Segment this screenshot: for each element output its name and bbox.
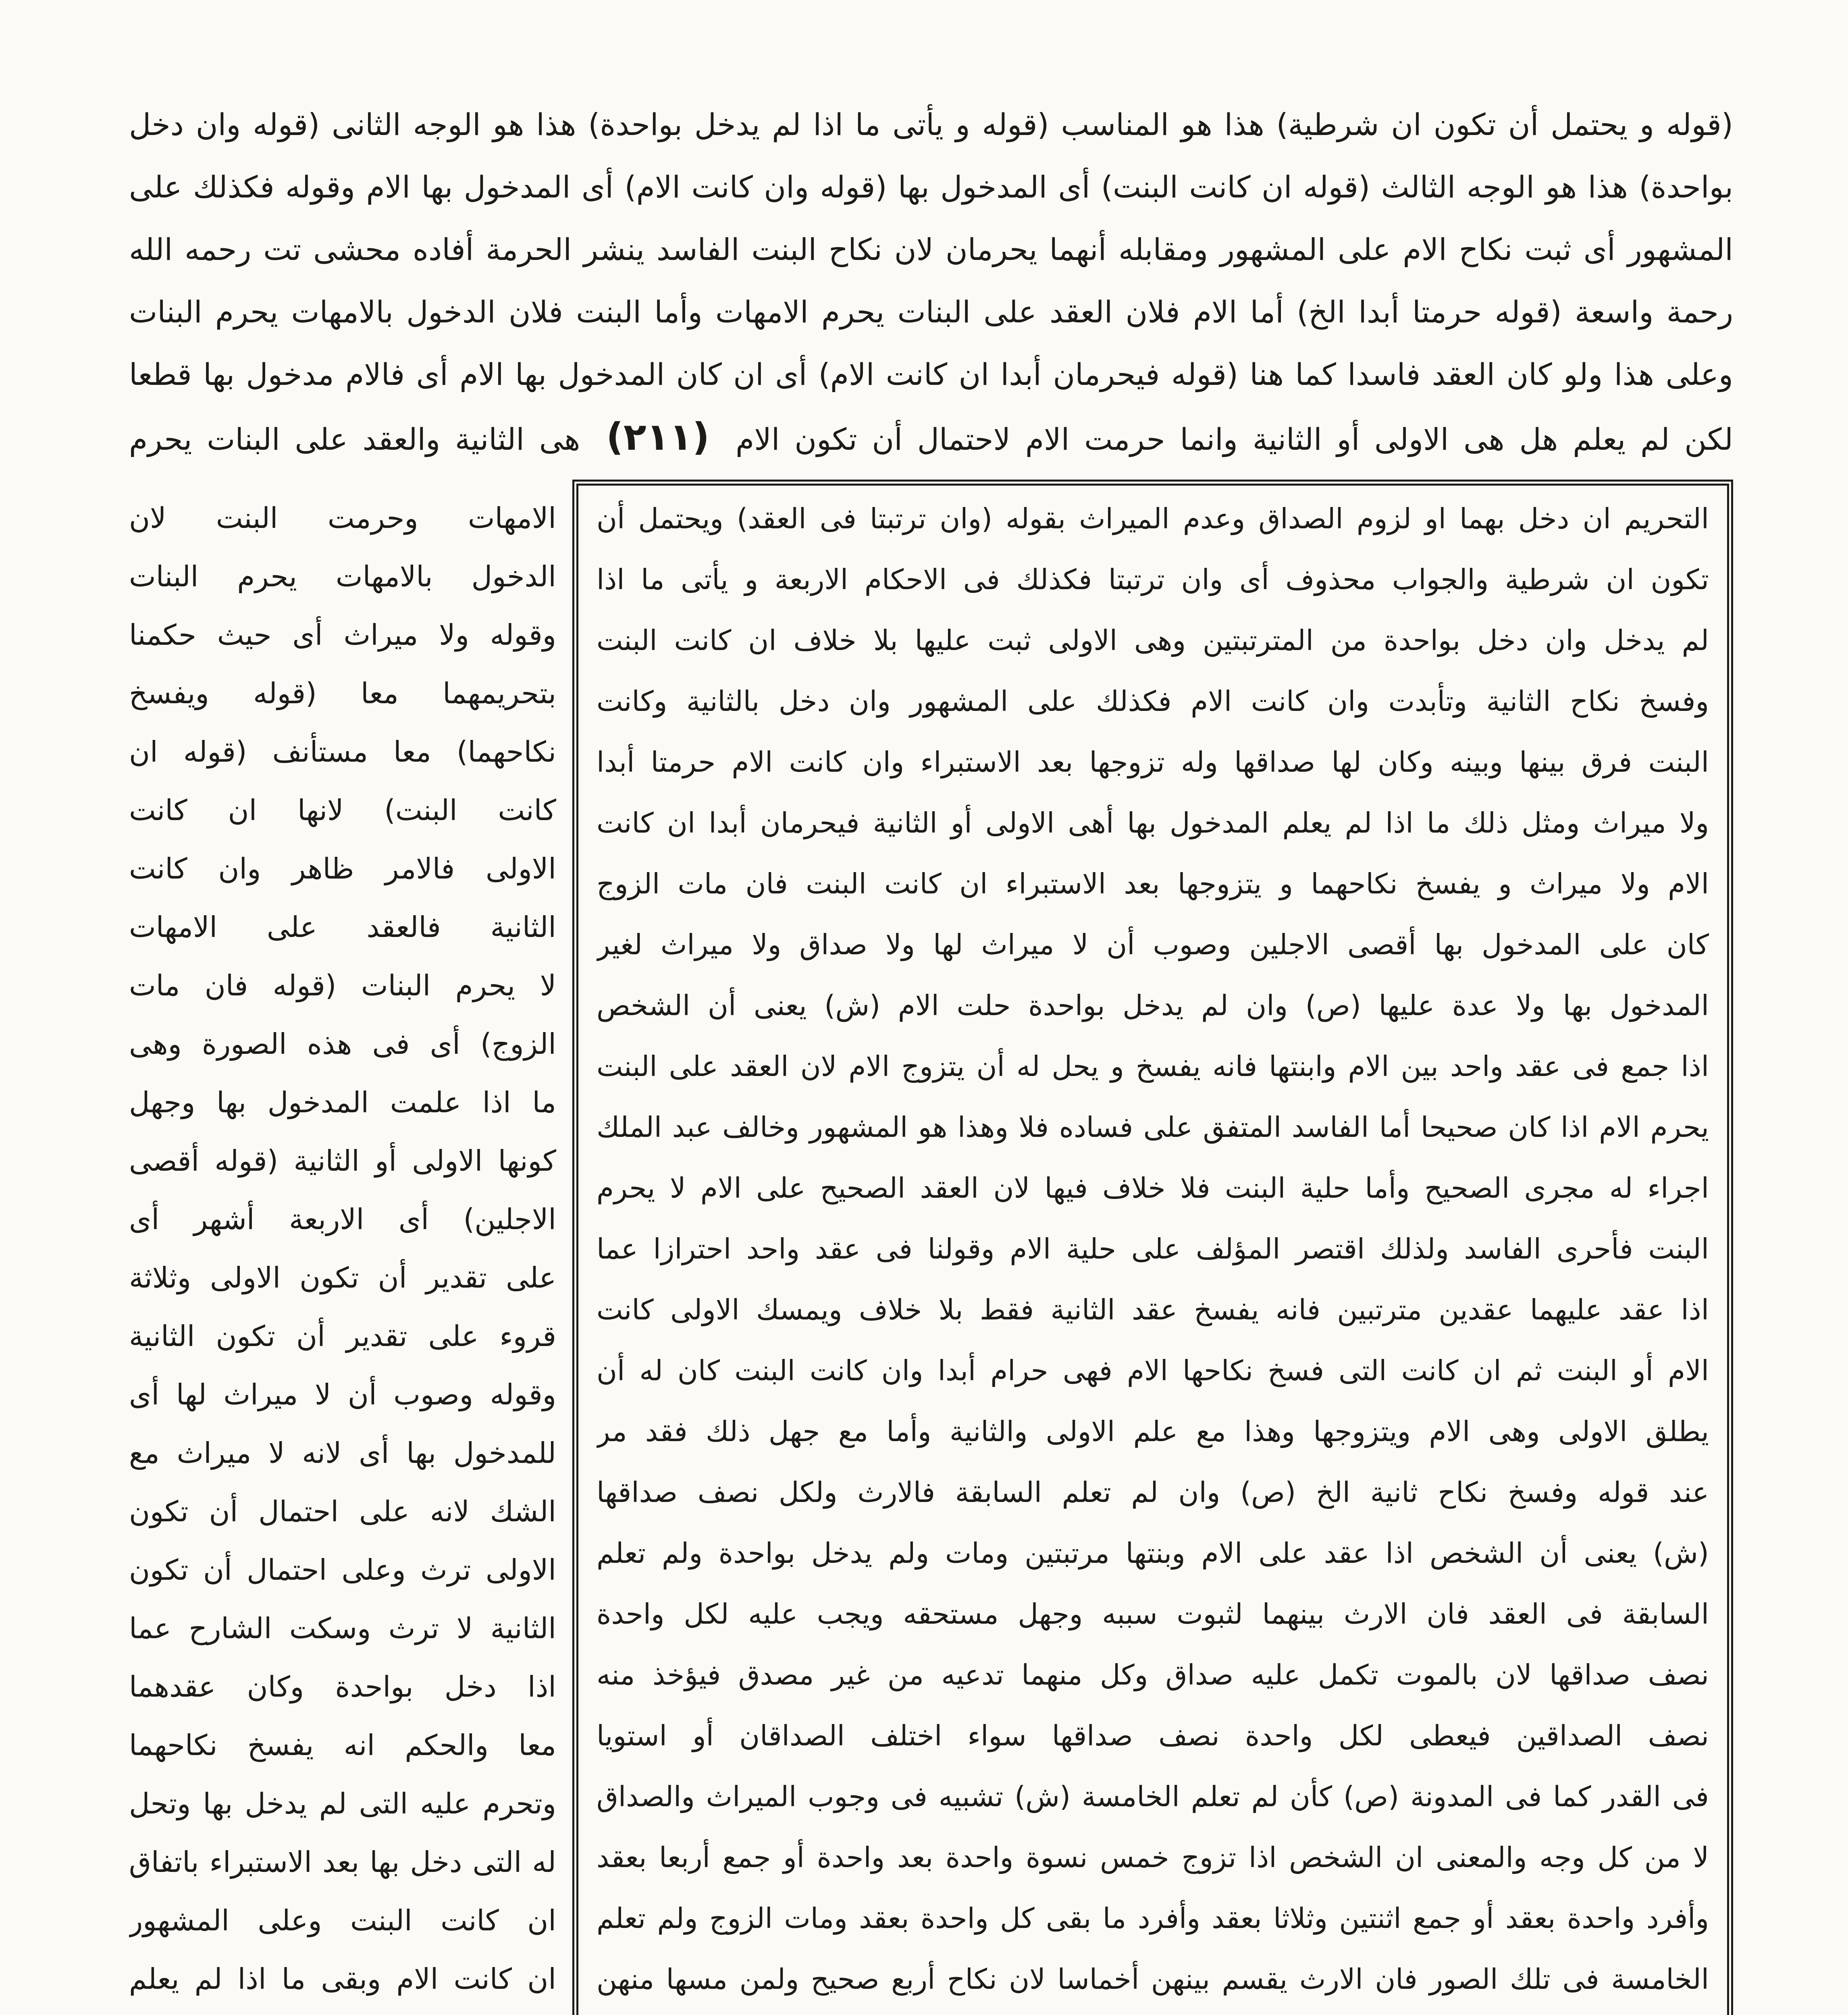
main-text-line: وفسخ نكاح الثانية وتأبدت وان كانت الام فكذلك على المشهور وان دخل بالثانية وكانت <box>597 686 1709 718</box>
margin-commentary-line: قروء على تقدير أن تكون الثانية <box>129 1319 556 1353</box>
main-text-line: اذا جمع فى عقد واحد بين الام وابنتها فانه يفسخ و يحل له أن يتزوج الام لان العقد على البنت <box>597 1051 1709 1083</box>
main-text-line: ولا ميراث ومثل ذلك ما اذا لم يعلم المدخول بها أهى الاولى أو الثانية فيحرمان أبدا ان كانت <box>597 807 1709 839</box>
main-text-line: فى القدر كما فى المدونة (ص) كأن لم تعلم الخامسة (ش) تشبيه فى وجوب الميراث والصداق <box>597 1781 1709 1813</box>
margin-commentary-line: معا والحكم انه يفسخ نكاحهما <box>129 1728 556 1762</box>
main-text-line: لم يدخل وان دخل بواحدة من المترتبتين وهى الاولى ثبت عليها بلا خلاف ان كانت البنت <box>597 625 1709 657</box>
main-text-line: نصف الصداقين فيعطى لكل واحدة نصف صداقها سواء اختلف الصداقان أو استويا <box>597 1720 1709 1752</box>
main-text-line: كان على المدخول بها أقصى الاجلين وصوب أن لا ميراث لها ولا صداق ولا ميراث لغير <box>597 929 1709 961</box>
margin-commentary-line: للمدخول بها أى لانه لا ميراث مع <box>129 1436 556 1470</box>
main-text-line: لا من كل وجه والمعنى ان الشخص اذا تزوج خمس نسوة واحدة بعد واحدة أو جمع أربعا بعقد <box>597 1842 1709 1874</box>
margin-commentary-line: وتحرم عليه التى لم يدخل بها وتحل <box>129 1787 556 1820</box>
main-text-line: (ش) يعنى أن الشخص اذا عقد على الام وبنتها مرتبتين ومات ولم يدخل بواحدة ولم تعلم <box>597 1537 1709 1570</box>
main-text-line: اذا عقد عليهما عقدين مترتبين فانه يفسخ عقد الثانية فقط بلا خلاف ويمسك الاولى كانت <box>597 1294 1709 1326</box>
margin-commentary-line: كونها الاولى أو الثانية (قوله أقصى <box>129 1144 556 1178</box>
margin-commentary-line <box>129 2008 556 2015</box>
margin-commentary-line: وقوله وصوب أن لا ميراث لها أى <box>129 1378 556 1411</box>
main-text <box>597 489 1709 2015</box>
margin-commentary-line: كانت البنت) لانها ان كانت <box>129 794 556 827</box>
margin-commentary-line: ما اذا علمت المدخول بها وجهل <box>129 1086 556 1119</box>
main-text-line <box>597 2010 1709 2015</box>
main-text-line: المدخول بها ولا عدة عليها (ص) وان لم يدخل بواحدة حلت الام (ش) يعنى أن الشخص <box>597 990 1709 1022</box>
main-text-line: الام أو البنت ثم ان كانت التى فسخ نكاحها الام فهى حرام أبدا وان كانت البنت كان له أن <box>597 1355 1709 1387</box>
margin-commentary-line: الاولى فالامر ظاهر وان كانت <box>129 852 556 885</box>
line-text-after-page-number: هى الثانية والعقد على البنات يحرم <box>129 422 580 457</box>
margin-commentary-line: على تقدير أن تكون الاولى وثلاثة <box>129 1261 556 1294</box>
main-text-line: التحريم ان دخل بهما او لزوم الصداق وعدم الميراث بقوله (وان ترتبتا فى العقد) ويحتمل أن <box>597 503 1709 535</box>
main-text-line: الخامسة فى تلك الصور فان الارث يقسم بينهن أخماسا لان نكاح أربع صحيح ولمن مسها منهن <box>597 1963 1709 1996</box>
page-number: (٢١١) <box>606 415 710 459</box>
margin-commentary-line: له التى دخل بها بعد الاستبراء باتفاق <box>129 1845 556 1879</box>
main-text-line: الام ولا ميراث و يفسخ نكاحهما و يتزوجها بعد الاستبراء ان كانت البنت فان مات الزوج <box>597 868 1709 900</box>
main-text-line: نصف صداقها لان بالموت تكمل عليه صداق وكل منهما تدعيه من غير مصدق فيؤخذ منه <box>597 1659 1709 1691</box>
margin-commentary-line: ان كانت الام وبقى ما اذا لم يعلم <box>129 1962 556 1996</box>
margin-commentary-line: نكاحهما) معا مستأنف (قوله ان <box>129 735 556 769</box>
main-text-line: البنت فرق بينها وبينه وكان لها صداقها وله تزوجها بعد الاستبراء وان كانت الام حرمتا أبدا <box>597 746 1709 779</box>
margin-commentary <box>129 489 556 2015</box>
margin-commentary-line: الدخول بالامهات يحرم البنات <box>129 560 556 593</box>
main-text-line: عند قوله وفسخ نكاح ثانية الخ (ص) وان لم تعلم السابقة فالارث ولكل نصف صداقها <box>597 1477 1709 1509</box>
margin-commentary-line: لا يحرم البنات (قوله فان مات <box>129 969 556 1002</box>
margin-commentary-line: الامهات وحرمت البنت لان <box>129 501 556 535</box>
margin-commentary-line: الثانية لا ترث وسكت الشارح عما <box>129 1612 556 1645</box>
main-text-line: وأفرد واحدة بعقد أو جمع اثنتين وثلاثا بعقد وأفرد ما بقى كل واحدة بعقد ومات الزوج ولم تعلم <box>597 1903 1709 1935</box>
main-text-line: يطلق الاولى وهى الام ويتزوجها وهذا مع علم الاولى والثانية وأما مع جهل ذلك فقد مر <box>597 1416 1709 1448</box>
margin-commentary-line: الاولى ترث وعلى احتمال أن تكون <box>129 1553 556 1587</box>
margin-commentary-line: بتحريمهما معا (قوله ويفسخ <box>129 677 556 710</box>
margin-commentary-line: ان كانت البنت وعلى المشهور <box>129 1904 556 1937</box>
margin-commentary-line: الاجلين) أى الاربعة أشهر أى <box>129 1203 556 1236</box>
top-commentary-line-with-page-number <box>129 406 1733 468</box>
top-commentary-line: بواحدة) هذا هو الوجه الثالث (قوله ان كانت البنت) أى المدخول بها (قوله وان كانت الام) أى المدخول بها الام وقوله فكذلك على <box>129 170 1733 205</box>
margin-commentary-line: الشك لانه على احتمال أن تكون <box>129 1495 556 1528</box>
margin-commentary-line: اذا دخل بواحدة وكان عقدهما <box>129 1670 556 1703</box>
main-text-line: يحرم الام اذا كان صحيحا أما الفاسد المتفق على فساده فلا وهذا هو المشهور وخالف عبد الملك <box>597 1111 1709 1144</box>
main-text-frame <box>572 480 1733 2015</box>
top-commentary-line: المشهور أى ثبت نكاح الام على المشهور ومقابله أنهما يحرمان لان نكاح البنت الفاسد ينشر الحرمة أفاده محشى تت رحمه الله <box>129 232 1733 267</box>
margin-commentary-line: الثانية فالعقد على الامهات <box>129 910 556 944</box>
main-text-line: البنت فأحرى الفاسد ولذلك اقتصر المؤلف على حلية الام وقولنا فى عقد واحد احترازا عما <box>597 1233 1709 1265</box>
margin-commentary-line: الزوج) أى فى هذه الصورة وهى <box>129 1027 556 1061</box>
top-commentary-line: رحمة واسعة (قوله حرمتا أبدا الخ) أما الام فلان العقد على البنات يحرم الامهات وأما البنت فلان الدخول بالامهات يحرم البنات <box>129 295 1733 330</box>
margin-commentary-line: وقوله ولا ميراث أى حيث حكمنا <box>129 618 556 652</box>
top-commentary-line: وعلى هذا ولو كان العقد فاسدا كما هنا (قوله فيحرمان أبدا ان كانت الام) أى ان كان المدخول بها الام أى فالام مدخول بها قطعا <box>129 357 1733 392</box>
top-commentary <box>129 93 1733 468</box>
top-commentary-line: (قوله و يحتمل أن تكون ان شرطية) هذا هو المناسب (قوله و يأتى ما اذا لم يدخل بواحدة) هذا هو الوجه الثانى (قوله وان دخل <box>129 107 1733 142</box>
main-text-line: اجراء له مجرى الصحيح وأما حلية البنت فلا خلاف فيها لان العقد الصحيح على الام لا يحرم <box>597 1172 1709 1205</box>
line-text-before-page-number: لكن لم يعلم هل هى الاولى أو الثانية وانما حرمت الام لاحتمال أن تكون الام <box>735 422 1733 457</box>
main-text-line: السابقة فى العقد فان الارث بينهما لثبوت سببه وجهل مستحقه ويجب عليه لكل واحدة <box>597 1598 1709 1631</box>
main-text-line: تكون ان شرطية والجواب محذوف أى وان ترتبتا فكذلك فى الاحكام الاربعة و يأتى ما اذا <box>597 564 1709 596</box>
